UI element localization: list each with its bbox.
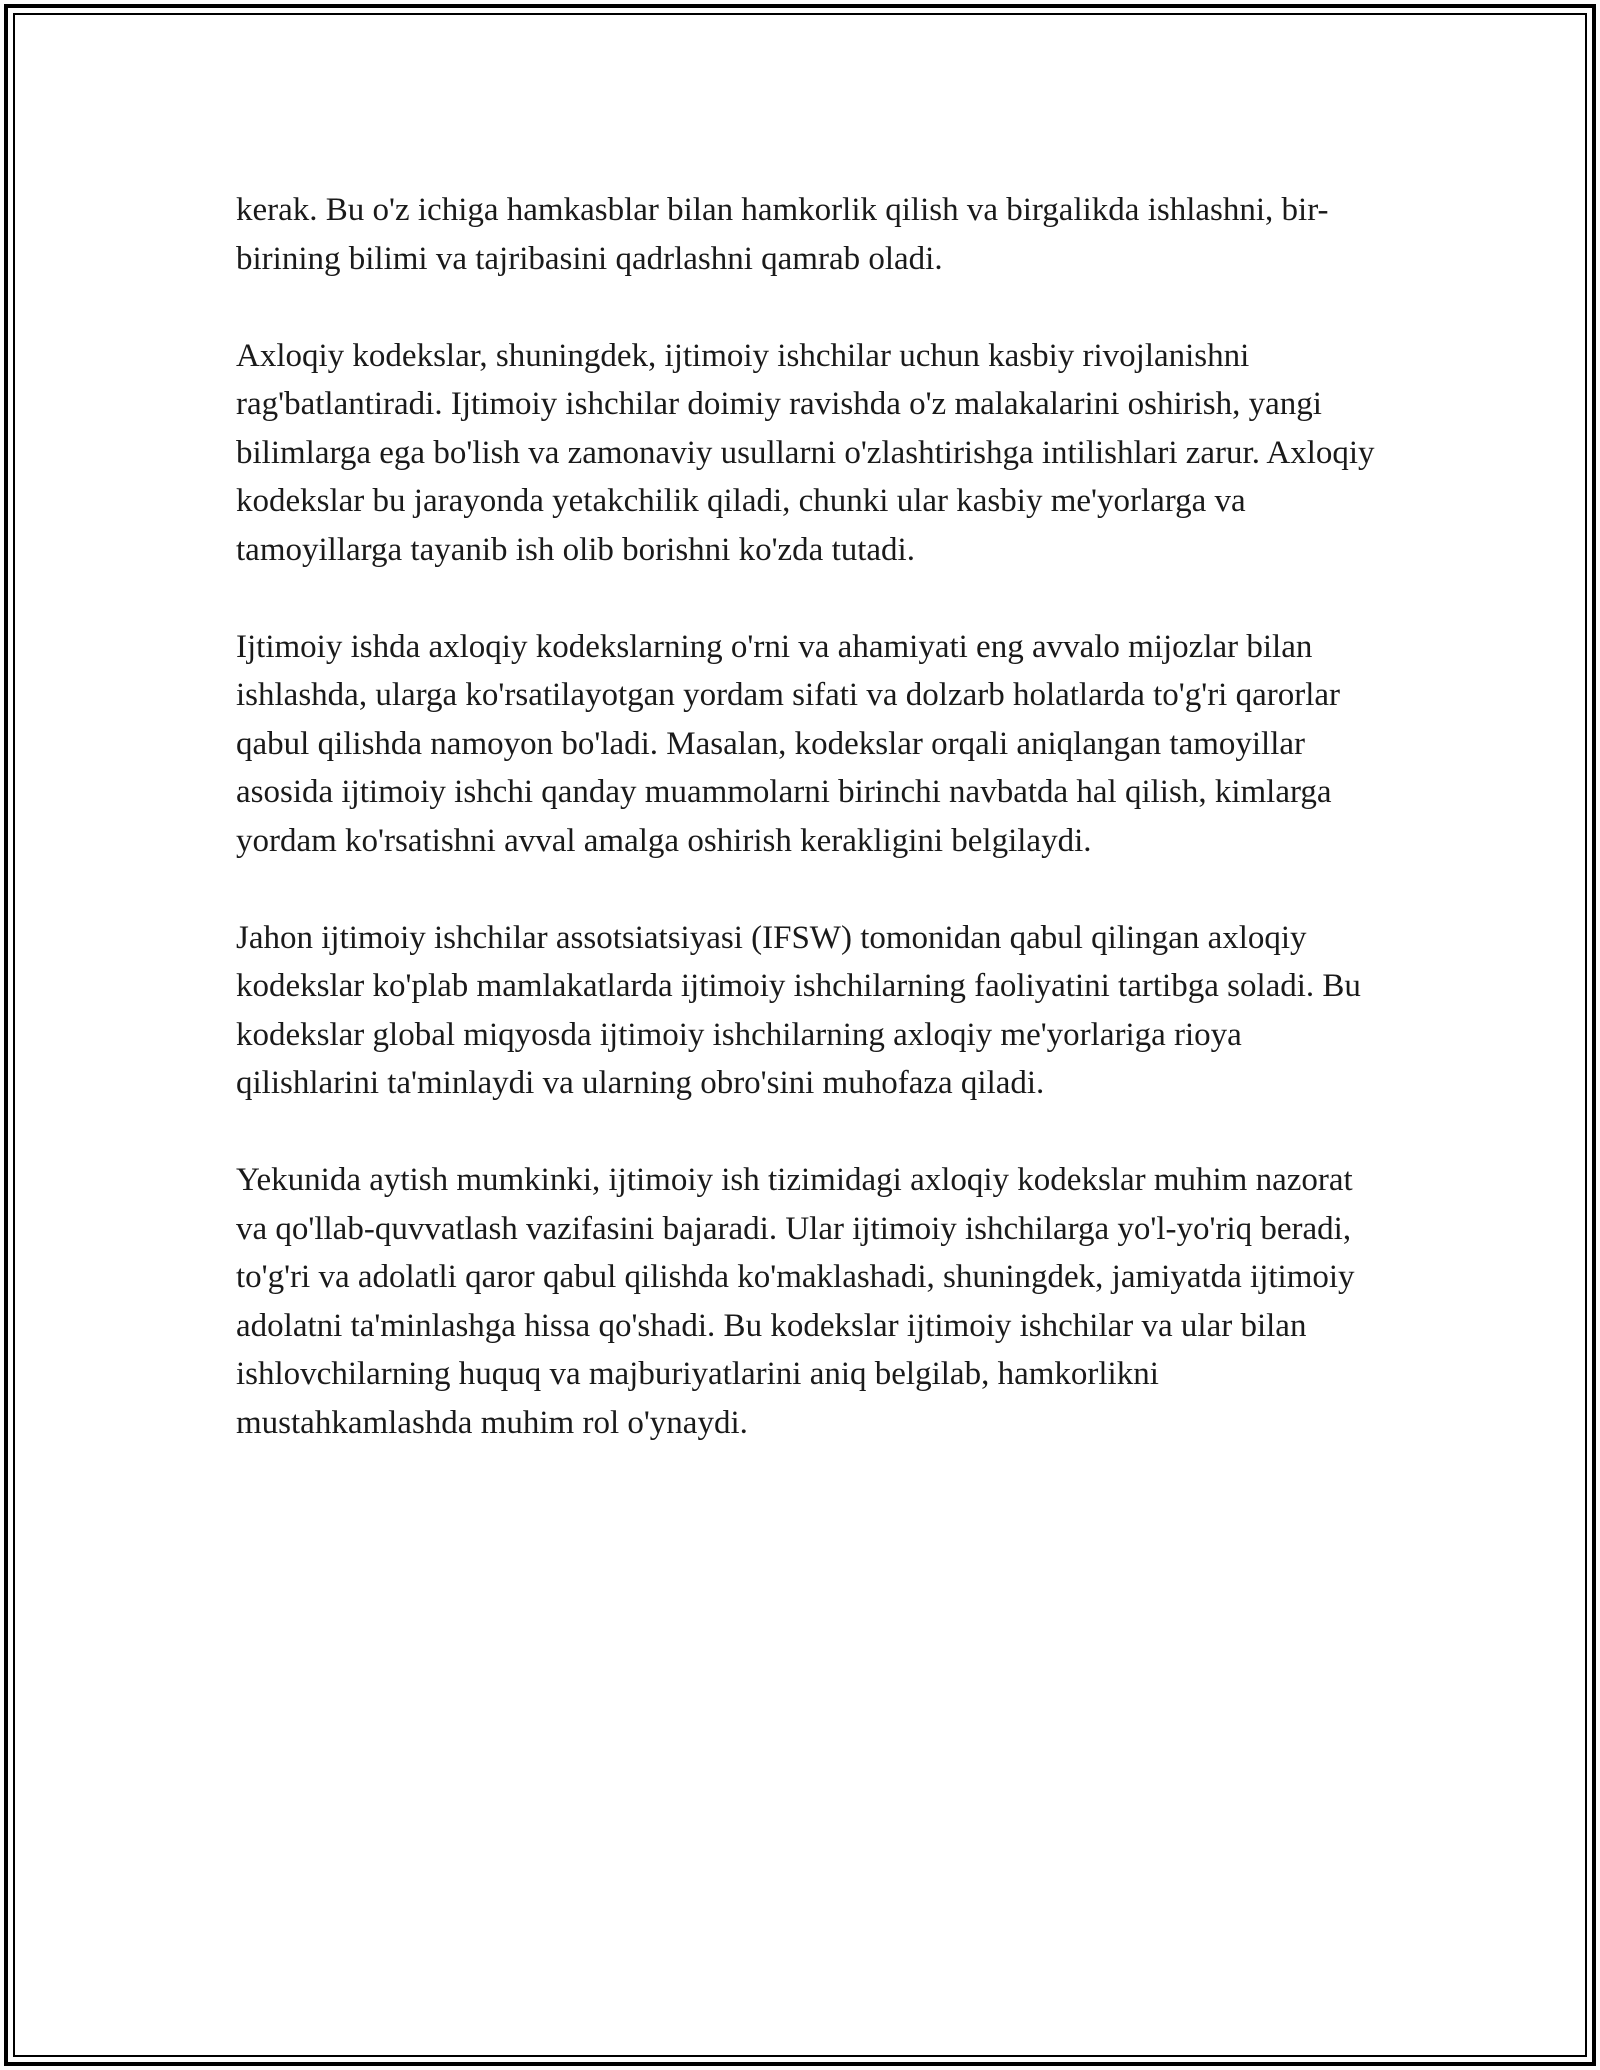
document-body — [236, 186, 1386, 1447]
paragraph-3: Ijtimoiy ishda axloqiy kodekslarning o'rni va ahamiyati eng avvalo mijozlar bilan ishlashda, ularga ko'rsatilayotgan yordam sifati va dolzarb holatlarda to'g'ri qarorlar qabul qilishda namoyon bo'ladi. Masalan, kodekslar orqali aniqlangan tamoyillar asosida ijtimoiy ishchi qanday muammolarni birinchi navbatda hal qilish, kimlarga yordam ko'rsatishni avval amalga oshirish kerakligini belgilaydi. — [236, 628, 1341, 859]
paragraph-1: kerak. Bu o'z ichiga hamkasblar bilan hamkorlik qilish va birgalikda ishlashni, bir-birining bilimi va tajribasini qadrlashni qamrab oladi. — [236, 192, 1329, 277]
paragraph-5: Yekunida aytish mumkinki, ijtimoiy ish tizimidagi axloqiy kodekslar muhim nazorat va qo'llab-quvvatlash vazifasini bajaradi. Ular ijtimoiy ishchilarga yo'l-yo'riq beradi, to'g'ri va adolatli qaror qabul qilishda ko'maklashadi, shuningdek, jamiyatda ijtimoiy adolatni ta'minlashga hissa qo'shadi. Bu kodekslar ijtimoiy ishchilar va ular bilan ishlovchilarning huquq va majburiyatlarini aniq belgilab, hamkorlikni mustahkamlashda muhim rol o'ynaydi. — [236, 1162, 1355, 1441]
paragraph-4: Jahon ijtimoiy ishchilar assotsiatsiyasi (IFSW) tomonidan qabul qilingan axloqiy kodekslar ko'plab mamlakatlarda ijtimoiy ishchilarning faoliyatini tartibga soladi. Bu kodekslar global miqyosda ijtimoiy ishchilarning axloqiy me'yorlariga rioya qilishlarini ta'minlaydi va ularning obro'sini muhofaza qiladi. — [236, 919, 1361, 1101]
paragraph-2: Axloqiy kodekslar, shuningdek, ijtimoiy ishchilar uchun kasbiy rivojlanishni rag'batlantiradi. Ijtimoiy ishchilar doimiy ravishda o'z malakalarini oshirish, yangi bilimlarga ega bo'lish va zamonaviy usullarni o'zlashtirishga intilishlari zarur. Axloqiy kodekslar bu jarayonda yetakchilik qiladi, chunki ular kasbiy me'yorlarga va tamoyillarga tayanib ish olib borishni ko'zda tutadi. — [236, 337, 1375, 568]
